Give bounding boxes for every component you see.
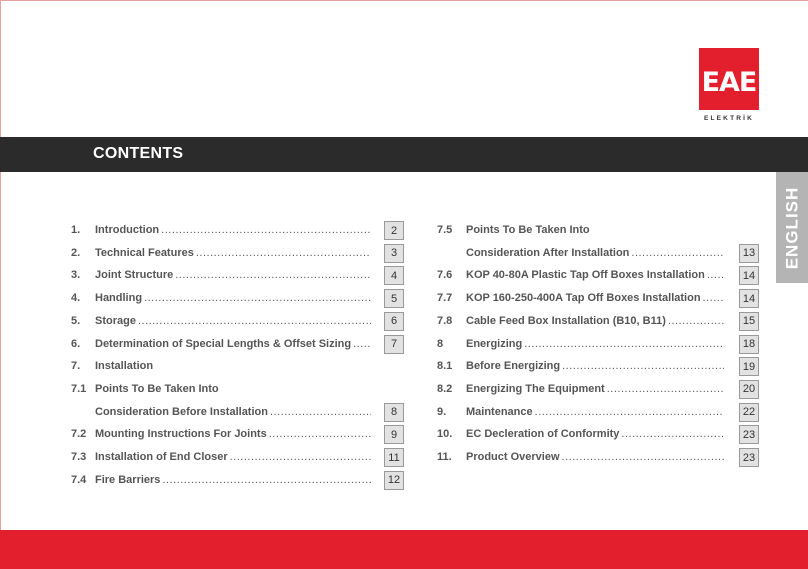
- brand-subtitle: ELEKTRİK: [703, 115, 755, 122]
- toc-entry-number: 7.6: [437, 269, 453, 282]
- toc-entry-title: Maintenance .....: [466, 406, 724, 418]
- toc-entry[interactable]: [437, 221, 761, 239]
- toc-entry-number: 3.: [71, 269, 81, 282]
- toc-entry-title: Product Overview .....: [466, 451, 724, 463]
- toc-entry-title: EC Decleration of Conformity .....: [466, 428, 724, 440]
- toc-page-number[interactable]: 23: [739, 448, 759, 467]
- toc-entry-number: 7.7: [437, 292, 453, 305]
- toc-entry-title: Points To Be Taken Into: [95, 382, 219, 395]
- toc-entry-number: 11.: [437, 451, 452, 463]
- toc-entry-number: 5.: [71, 314, 81, 327]
- toc-entry-title: Consideration Before Installation .....: [95, 406, 371, 418]
- toc-entry[interactable]: [437, 244, 761, 262]
- toc-entry-number: 7.5: [437, 224, 453, 236]
- toc-page-number[interactable]: 14: [739, 266, 759, 285]
- toc-entry-number: 2.: [71, 246, 81, 259]
- toc-entry[interactable]: [71, 289, 406, 307]
- toc-entry-number: 7.1: [71, 382, 87, 395]
- toc-entry[interactable]: [71, 266, 406, 284]
- toc-page-number[interactable]: 13: [739, 244, 759, 263]
- toc-entry[interactable]: [71, 425, 406, 443]
- toc-entry[interactable]: [71, 380, 406, 398]
- toc-entry-title: Before Energizing .....: [466, 360, 724, 372]
- toc-entry-title: Handling .....: [95, 292, 371, 304]
- brand-logo-text: EAE: [701, 66, 757, 98]
- toc-entry-title: KOP 40-80A Plastic Tap Off Boxes Installation .....: [466, 269, 724, 281]
- toc-page-number[interactable]: 7: [384, 335, 404, 354]
- toc-entry-number: 7.4: [71, 473, 87, 486]
- toc-entry[interactable]: [437, 403, 761, 421]
- toc-entry-title: Determination of Special Lengths & Offset Sizing .....: [95, 338, 371, 350]
- toc-entry-number: 8.1: [437, 360, 453, 373]
- toc-entry[interactable]: [71, 357, 406, 375]
- page-border-left: [0, 0, 1, 569]
- toc-entry-title: Mounting Instructions For Joints .....: [95, 428, 371, 440]
- language-tab-label: ENGLISH: [782, 186, 801, 269]
- toc-entry[interactable]: [71, 403, 406, 421]
- toc-page-number[interactable]: 8: [384, 403, 404, 422]
- toc-entry-title: Installation of End Closer .....: [95, 451, 371, 463]
- toc-page-number[interactable]: 12: [384, 471, 404, 490]
- toc-page-number[interactable]: 6: [384, 312, 404, 331]
- toc-entry-number: 6.: [71, 337, 81, 350]
- toc-page-number[interactable]: 20: [739, 380, 759, 399]
- toc-entry-title: Points To Be Taken Into: [466, 224, 590, 236]
- toc-entry-number: 7.: [71, 360, 81, 373]
- toc-entry-title: Installation: [95, 360, 154, 373]
- toc-page-number[interactable]: 15: [739, 312, 759, 331]
- toc-entry-title: Technical Features .....: [95, 247, 371, 259]
- toc-entry-title: KOP 160-250-400A Tap Off Boxes Installation .....: [466, 292, 724, 304]
- toc-page-number[interactable]: 14: [739, 289, 759, 308]
- toc-entry[interactable]: [437, 335, 761, 353]
- toc-entry[interactable]: [437, 448, 761, 466]
- toc-entry[interactable]: [437, 425, 761, 443]
- toc-page-number[interactable]: 19: [739, 357, 759, 376]
- toc-entry-title: Energizing The Equipment .....: [466, 383, 724, 395]
- toc-entry[interactable]: [71, 335, 406, 353]
- brand-logo: [699, 48, 759, 110]
- toc-entry-number: 8: [437, 337, 444, 350]
- toc-entry-title: Introduction .....: [95, 224, 371, 236]
- toc-page-number[interactable]: 18: [739, 335, 759, 354]
- toc-page-number[interactable]: 3: [384, 244, 404, 263]
- toc-page-number[interactable]: 22: [739, 403, 759, 422]
- toc-entry-title: Energizing .....: [466, 338, 724, 350]
- footer-band: [0, 530, 808, 569]
- toc-entry[interactable]: [437, 266, 761, 284]
- toc-page-number[interactable]: 2: [384, 221, 404, 240]
- toc-entry-number: 8.2: [437, 382, 453, 395]
- toc-entry-title: Joint Structure .....: [95, 269, 371, 281]
- toc-entry-title: Consideration After Installation .....: [466, 247, 724, 259]
- toc-entry[interactable]: [71, 448, 406, 466]
- toc-entry-title: Storage .....: [95, 315, 371, 327]
- language-tab[interactable]: [776, 172, 808, 283]
- page-border-top: [0, 0, 808, 1]
- toc-entry[interactable]: [437, 289, 761, 307]
- toc-entry[interactable]: [437, 357, 761, 375]
- toc-entry-number: 7.2: [71, 428, 87, 441]
- toc-entry-number: 4.: [71, 292, 81, 305]
- toc-entry-number: 10.: [437, 428, 453, 441]
- page-title: CONTENTS: [93, 145, 184, 162]
- toc-page-number[interactable]: 23: [739, 425, 759, 444]
- toc-entry-number: 9.: [437, 405, 447, 418]
- toc-entry[interactable]: [437, 312, 761, 330]
- toc-entry[interactable]: [71, 221, 406, 239]
- toc-page-number[interactable]: 5: [384, 289, 404, 308]
- toc-entry[interactable]: [71, 244, 406, 262]
- toc-page-number[interactable]: 11: [384, 448, 404, 467]
- toc-entry[interactable]: [71, 471, 406, 489]
- toc-page-number[interactable]: 9: [384, 425, 404, 444]
- toc-entry-title: Cable Feed Box Installation (B10, B11) .....: [466, 315, 724, 327]
- toc-entry-number: 7.3: [71, 451, 87, 463]
- toc-page-number[interactable]: 4: [384, 266, 404, 285]
- toc-entry-number: 7.8: [437, 314, 453, 327]
- toc-entry[interactable]: [437, 380, 761, 398]
- toc-entry-title: Fire Barriers .....: [95, 474, 371, 486]
- toc-entry-number: 1.: [71, 224, 81, 236]
- toc-entry[interactable]: [71, 312, 406, 330]
